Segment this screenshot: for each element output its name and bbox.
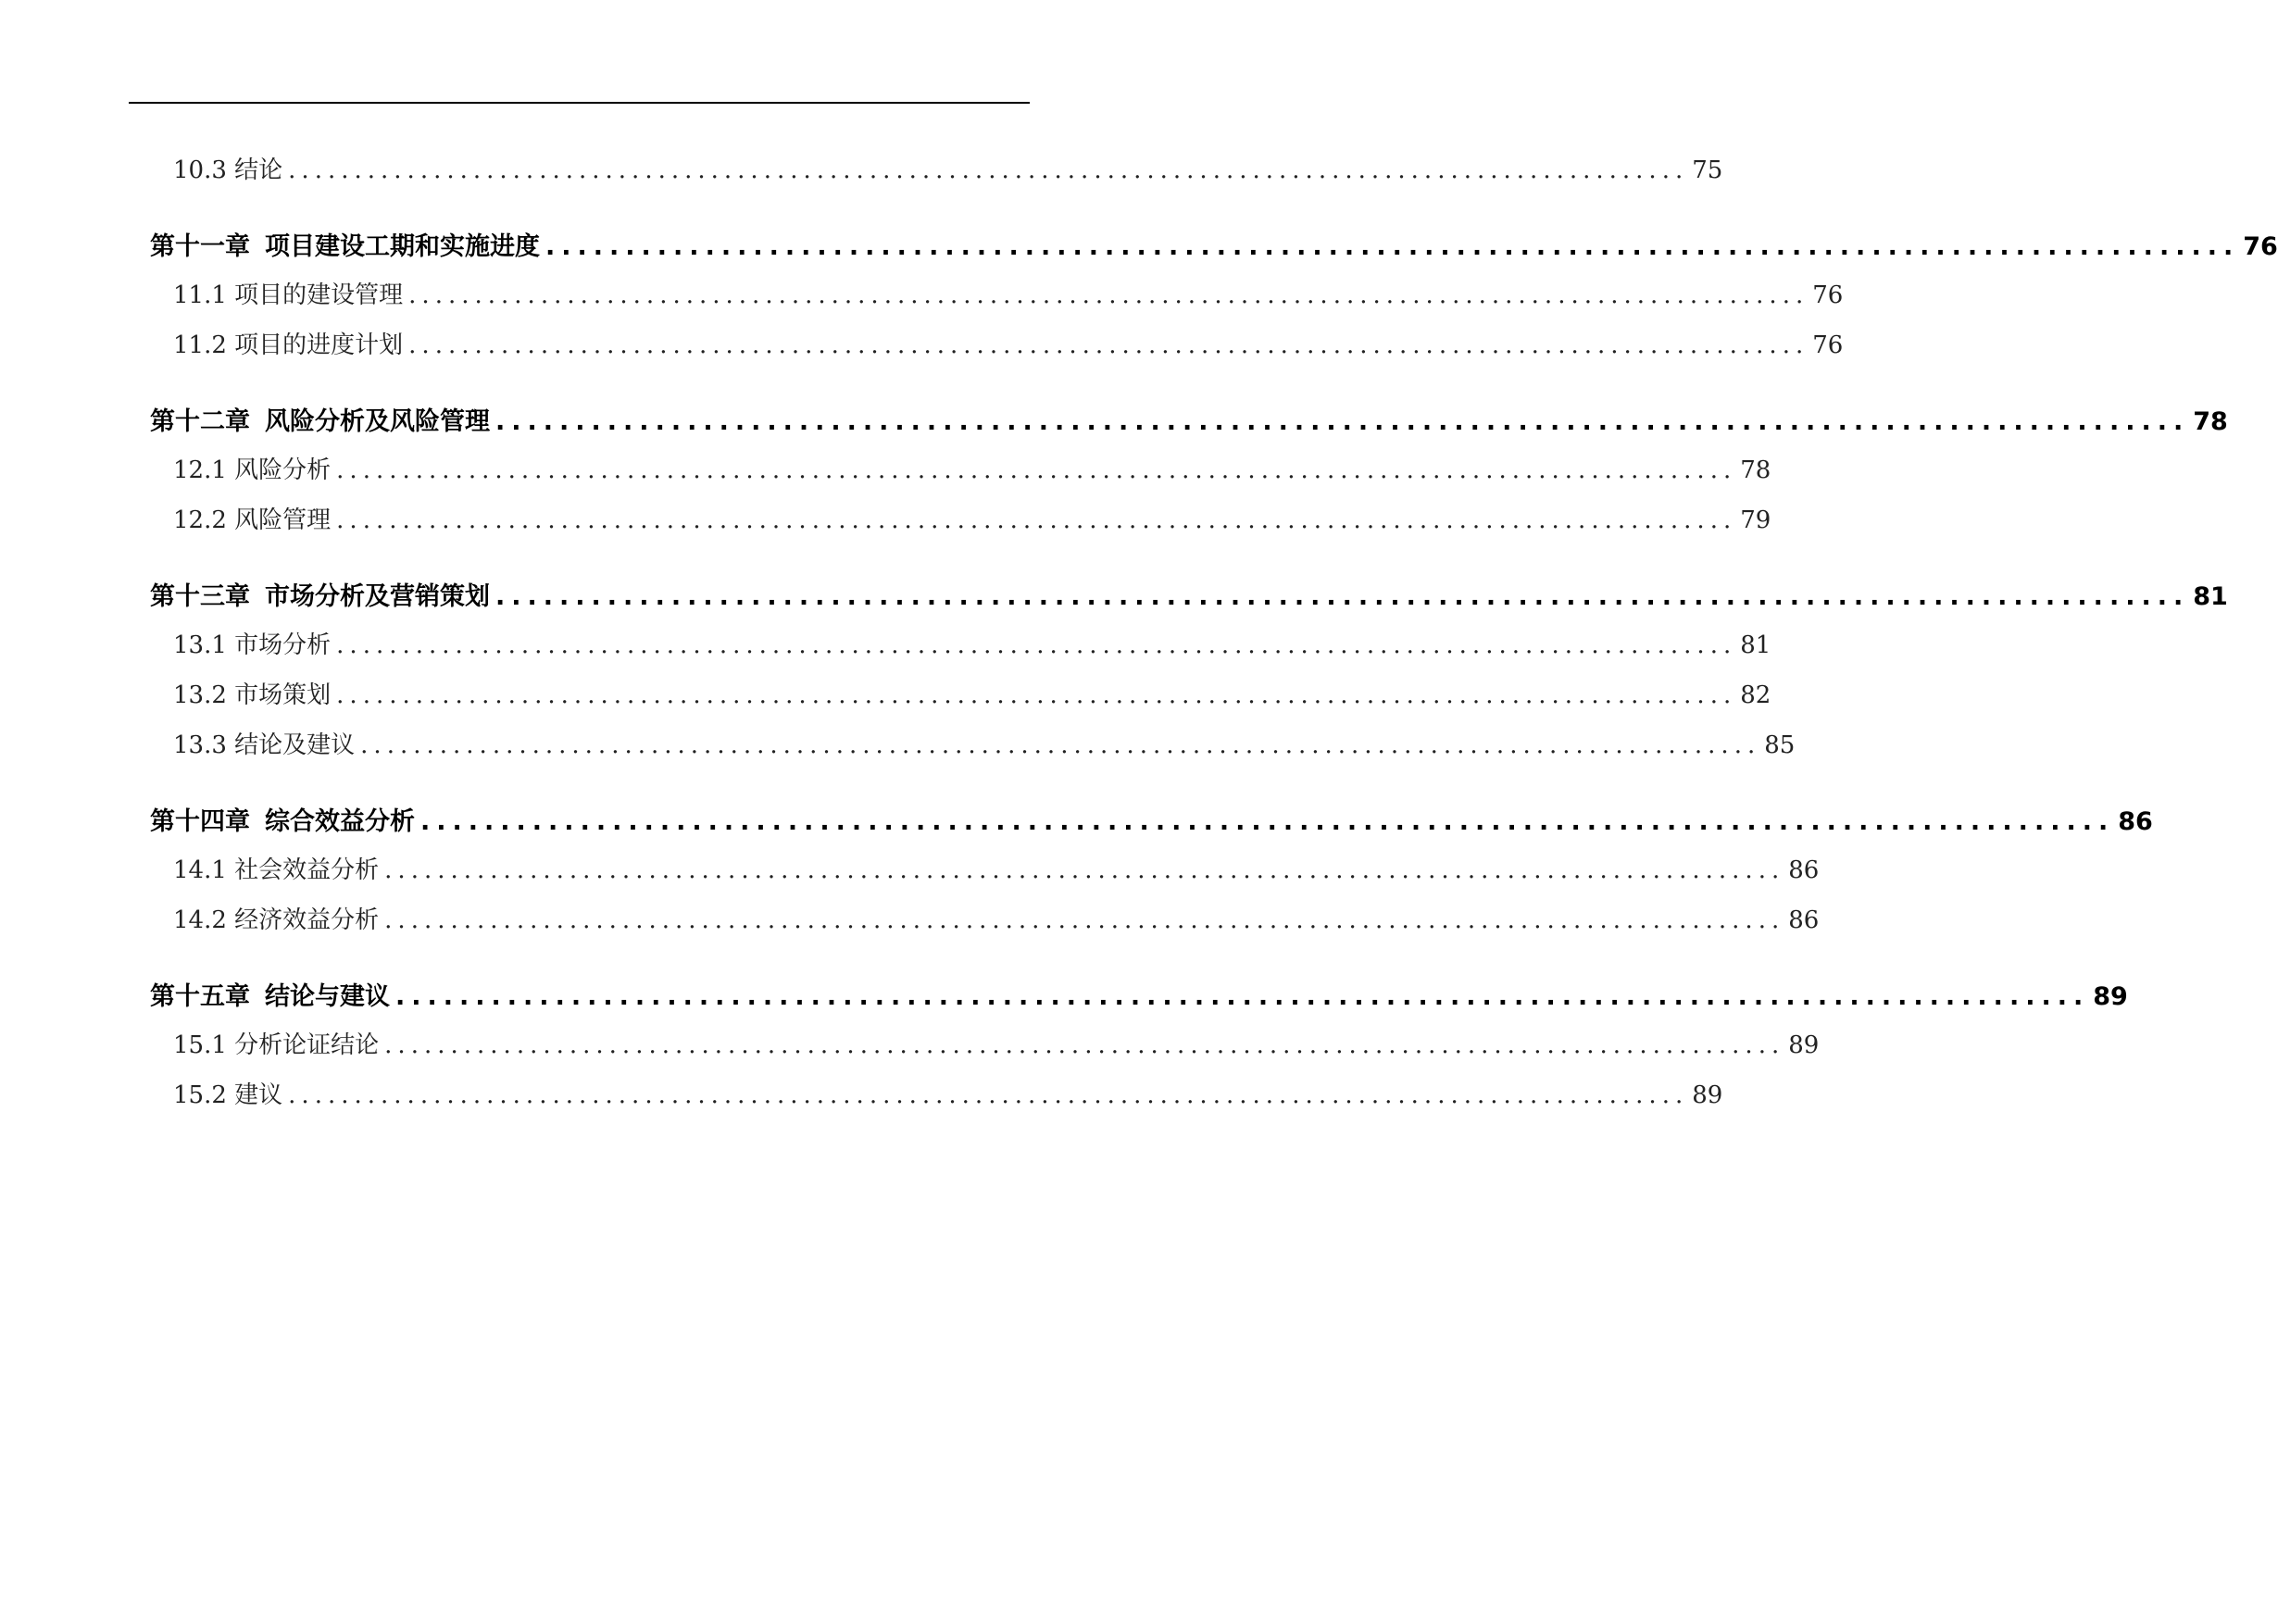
toc-page-number: 86	[1788, 856, 1820, 884]
toc-section-number: 15.1	[173, 1031, 227, 1059]
toc-page-number: 86	[1788, 906, 1820, 934]
toc-entry-label	[150, 226, 540, 262]
toc-entry-label	[150, 801, 415, 837]
toc-chapter-number: 第十四章	[150, 807, 250, 836]
toc-entry-label	[150, 576, 490, 612]
toc-dot-leader: ..........................................................................................................	[395, 982, 2090, 1011]
toc-section-11-2[interactable]	[173, 326, 1844, 360]
toc-entry-label	[150, 976, 390, 1012]
toc-dot-leader: ..........................................................................................................	[495, 582, 2190, 611]
toc-section-title: 项目的进度计划	[234, 331, 404, 359]
toc-page-number: 78	[1740, 456, 1771, 484]
toc-chapter-title: 综合效益分析	[265, 807, 415, 836]
toc-entry-label	[173, 451, 331, 485]
toc-section-title: 结论	[234, 156, 283, 184]
toc-dot-leader: ..........................................................................................................	[420, 807, 2115, 836]
toc-page-number: 75	[1692, 156, 1723, 184]
toc-page-number: 82	[1740, 681, 1771, 709]
toc-dot-leader: ..........................................................................................................	[545, 232, 2240, 261]
toc-page-number: 85	[1764, 731, 1796, 759]
toc-section-title: 项目的建设管理	[234, 281, 404, 309]
toc-chapter-15[interactable]	[150, 976, 2128, 1012]
toc-section-title: 市场分析	[234, 631, 332, 659]
toc-section-number: 14.1	[173, 856, 227, 884]
toc-section-15-2[interactable]	[173, 1076, 1723, 1110]
toc-chapter-13[interactable]	[150, 576, 2228, 612]
toc-entry-label	[150, 401, 490, 437]
toc-page-number: 78	[2193, 407, 2228, 436]
toc-section-14-2[interactable]	[173, 901, 1820, 935]
toc-chapter-title: 市场分析及营销策划	[265, 582, 490, 611]
toc-dot-leader: ..........................................................................................................	[408, 331, 1809, 359]
toc-entry-label	[173, 851, 379, 885]
toc-chapter-11[interactable]	[150, 226, 2278, 262]
toc-entry-label	[173, 151, 282, 185]
toc-page-number: 89	[1788, 1031, 1820, 1059]
toc-entry-label	[173, 1026, 379, 1060]
toc-section-number: 10.3	[173, 156, 227, 184]
toc-section-title: 风险管理	[234, 506, 332, 534]
toc-dot-leader: ..........................................................................................................	[384, 906, 1785, 934]
toc-section-11-1[interactable]	[173, 276, 1844, 310]
toc-dot-leader: ..........................................................................................................	[336, 506, 1737, 534]
toc-chapter-title: 项目建设工期和实施进度	[265, 232, 540, 261]
toc-dot-leader: ..........................................................................................................	[288, 1081, 1689, 1109]
toc-chapter-number: 第十五章	[150, 982, 250, 1011]
toc-dot-leader: ..........................................................................................................	[360, 731, 1761, 759]
toc-entry-label	[173, 1076, 282, 1110]
toc-entry-label	[173, 326, 403, 360]
toc-page-number: 81	[2193, 582, 2228, 611]
toc-page-number: 86	[2118, 807, 2153, 836]
toc-dot-leader: ..........................................................................................................	[336, 681, 1737, 709]
toc-page-number: 76	[2243, 232, 2278, 261]
toc-dot-leader: ..........................................................................................................	[408, 281, 1809, 309]
toc-page-number: 76	[1812, 281, 1844, 309]
toc-section-number: 12.2	[173, 506, 227, 534]
toc-entry-label	[173, 901, 379, 935]
toc-dot-leader: ..........................................................................................................	[336, 456, 1737, 484]
toc-chapter-title: 风险分析及风险管理	[265, 407, 490, 436]
toc-section-number: 15.2	[173, 1081, 227, 1109]
toc-entry-label	[173, 626, 331, 660]
toc-chapter-number: 第十一章	[150, 232, 250, 261]
toc-page-number: 76	[1812, 331, 1844, 359]
toc-entry-label	[173, 501, 331, 535]
toc-page-number: 79	[1740, 506, 1771, 534]
toc-entry-label	[173, 676, 331, 710]
toc-section-title: 风险分析	[234, 456, 332, 484]
toc-page-number: 81	[1740, 631, 1771, 659]
toc-section-number: 11.1	[173, 281, 227, 309]
toc-dot-leader: ..........................................................................................................	[336, 631, 1737, 659]
toc-dot-leader: ..........................................................................................................	[495, 407, 2190, 436]
toc-chapter-14[interactable]	[150, 801, 2153, 837]
toc-page-number: 89	[2093, 982, 2128, 1011]
toc-section-12-1[interactable]	[173, 451, 1771, 485]
toc-section-number: 11.2	[173, 331, 227, 359]
toc-section-13-1[interactable]	[173, 626, 1771, 660]
toc-section-14-1[interactable]	[173, 851, 1820, 885]
toc-section-title: 分析论证结论	[234, 1031, 380, 1059]
toc-section-10-3[interactable]	[173, 151, 1723, 185]
toc-section-15-1[interactable]	[173, 1026, 1820, 1060]
toc-dot-leader: ..........................................................................................................	[384, 1031, 1785, 1059]
toc-page-number: 89	[1692, 1081, 1723, 1109]
toc-section-12-2[interactable]	[173, 501, 1771, 535]
toc-section-title: 社会效益分析	[234, 856, 380, 884]
toc-section-title: 经济效益分析	[234, 906, 380, 934]
header-rule	[129, 102, 1030, 104]
toc-section-title: 建议	[234, 1081, 283, 1109]
toc-section-number: 13.3	[173, 731, 227, 759]
toc-dot-leader: ..........................................................................................................	[384, 856, 1785, 884]
toc-chapter-title: 结论与建议	[265, 982, 390, 1011]
toc-section-13-3[interactable]	[173, 726, 1796, 760]
toc-chapter-number: 第十二章	[150, 407, 250, 436]
toc-dot-leader: ..........................................................................................................	[288, 156, 1689, 184]
toc-section-number: 13.1	[173, 631, 227, 659]
toc-section-number: 12.1	[173, 456, 227, 484]
toc-section-number: 13.2	[173, 681, 227, 709]
toc-entry-label	[173, 276, 403, 310]
toc-entry-label	[173, 726, 355, 760]
toc-section-number: 14.2	[173, 906, 227, 934]
toc-section-13-2[interactable]	[173, 676, 1771, 710]
toc-section-title: 结论及建议	[234, 731, 356, 759]
toc-chapter-number: 第十三章	[150, 582, 250, 611]
toc-chapter-12[interactable]	[150, 401, 2228, 437]
toc-section-title: 市场策划	[234, 681, 332, 709]
